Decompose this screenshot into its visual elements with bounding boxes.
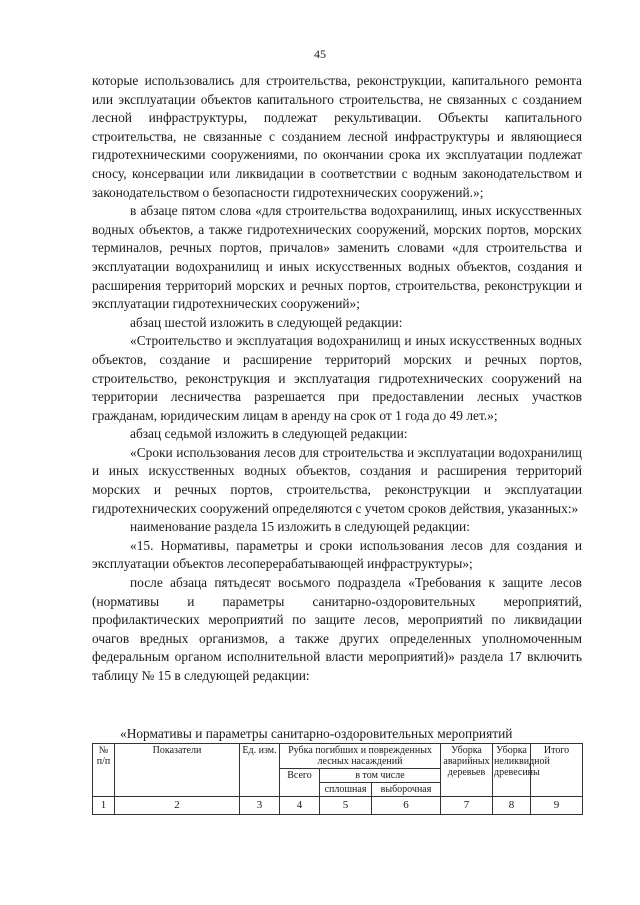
header-num: № п/п bbox=[93, 744, 115, 797]
column-number: 5 bbox=[320, 797, 372, 815]
page-number: 45 bbox=[314, 47, 326, 61]
header-unit: Ед. изм. bbox=[240, 744, 280, 797]
paragraph-table-instruction: после абзаца пятьдесят восьмого подраздела «Требования к защите лесов (нормативы и параметры санитарно-оздоровительных мероприятий, профилактических мероприятий по защите лесов, мероприятий по ликвидации очагов вредных организмов, а также других определенных уполномоченным федеральным органом исполнительной власти мероприятий)» раздела 17 включить таблицу № 15 в следующей редакции: bbox=[92, 575, 582, 683]
table-header-row bbox=[93, 744, 583, 769]
paragraph-amendment-5: в абзаце пятом слова «для строительства водохранилищ, иных искусственных водных объектов, а также гидротехнических сооружений, морских портов, морских терминалов, речных портов, причалов» заменить словами «для строительства и эксплуатации водохранилищ и иных искусственных водных объектов, создания и расширения территорий морских и речных портов, строительства, реконструкции и эксплуатации гидротехнических сооружений»; bbox=[92, 203, 582, 312]
paragraph-quote-7: «Сроки использования лесов для строительства и эксплуатации водохранилищ и иных искусственных водных объектов, создания и расширения территорий морских и речных портов, строительства, реконструкции и эксплуатации гидротехнических сооружений определяются с учетом сроков действия, указанных:» bbox=[92, 444, 582, 516]
header-selective-felling: выборочная bbox=[372, 783, 441, 797]
paragraph-quote-6: «Строительство и эксплуатация водохранилищ и иных искусственных водных объектов, создание и расширение территорий морских и речных портов, строительство, реконструкция и эксплуатация гидротехнических сооружений на территории лесничества разрешается при предоставлении лесных участков гражданам, юридическим лицам в аренду на срок от 1 года до 49 лет.»; bbox=[92, 333, 582, 423]
header-felling: Рубка погибших и поврежденных лесных насаждений bbox=[280, 744, 441, 769]
paragraph-continuation: которые использовались для строительства, реконструкции, капитального ремонта или эксплуатации объектов капитального строительства, не связанных с созданием лесной инфраструктуры, подлежат рекультивации. Объекты капитального строительства, не связанные с созданием лесной инфраструктуры и являющиеся гидротехническими сооружениями, по окончании срока их эксплуатации подлежат сносу, консервации или ликвидации в соответствии с водным законодательством и законодательством о безопасности гидротехнических сооружений.»; bbox=[92, 73, 582, 200]
norms-table bbox=[92, 743, 583, 815]
table-column-number-row bbox=[93, 797, 583, 815]
header-total: Всего bbox=[280, 769, 320, 797]
paragraph-instruction-section-15: наименование раздела 15 изложить в следующей редакции: bbox=[130, 519, 470, 535]
column-number: 3 bbox=[240, 797, 280, 815]
column-number: 7 bbox=[441, 797, 493, 815]
header-emergency-trees: Уборка аварийных деревьев bbox=[441, 744, 493, 797]
header-including: в том числе bbox=[320, 769, 441, 783]
column-number: 6 bbox=[372, 797, 441, 815]
paragraph-section-15-title: «15. Нормативы, параметры и сроки использования лесов для создания и эксплуатации объектов лесоперерабатывающей инфраструктуры»; bbox=[92, 537, 582, 572]
document-body bbox=[92, 72, 582, 686]
header-indicators: Показатели bbox=[115, 744, 240, 797]
column-number: 9 bbox=[531, 797, 583, 815]
header-clear-felling: сплошная bbox=[320, 783, 372, 797]
paragraph-instruction-7: абзац седьмой изложить в следующей редакции: bbox=[130, 426, 408, 442]
column-number: 1 bbox=[93, 797, 115, 815]
column-number: 8 bbox=[493, 797, 531, 815]
table-caption: «Нормативы и параметры санитарно-оздоровительных мероприятий bbox=[120, 726, 513, 741]
paragraph-instruction-6: абзац шестой изложить в следующей редакции: bbox=[130, 314, 403, 330]
column-number: 4 bbox=[280, 797, 320, 815]
header-illiquid-wood: Уборка неликвидной древесины bbox=[493, 744, 531, 797]
header-sum: Итого bbox=[531, 744, 583, 797]
column-number: 2 bbox=[115, 797, 240, 815]
